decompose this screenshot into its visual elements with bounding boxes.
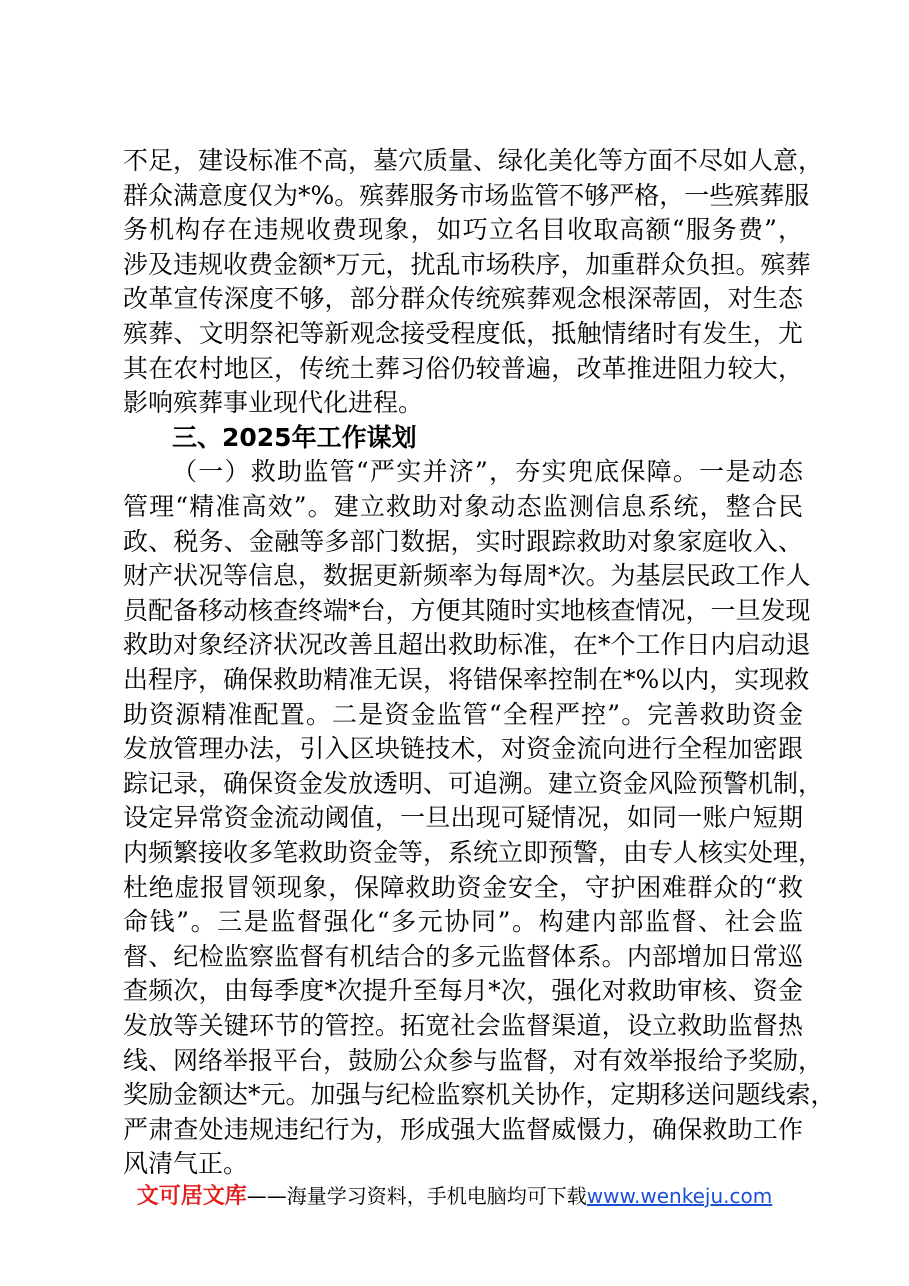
paragraph-line: 救助对象经济状况改善且超出救助标准，在*个工作日内启动退	[123, 630, 811, 660]
paragraph-line: 影响殡葬事业现代化进程。	[123, 388, 424, 418]
paragraph-line: 其在农村地区，传统土葬习俗仍较普遍，改革推进阻力较大，	[123, 353, 803, 383]
paragraph-line: 不足，建设标准不高，墓穴质量、绿化美化等方面不尽如人意，	[123, 146, 824, 175]
paragraph-line: 设定异常资金流动阈值，一旦出现可疑情况，如同一账户短期	[123, 803, 803, 833]
paragraph-line: 助资源精准配置。二是资金监管“全程严控”。完善救助资金	[123, 699, 803, 729]
paragraph-line: 查频次，由每季度*次提升至每月*次，强化对救助审核、资金	[123, 976, 803, 1006]
paragraph-line: 踪记录，确保资金发放透明、可追溯。建立资金风险预警机制，	[123, 768, 824, 798]
paragraph-line: 发放等关键环节的管控。拓宽社会监督渠道，设立救助监督热	[123, 1011, 803, 1040]
paragraph-line: 严肃查处违规违纪行为，形成强大监督威慑力，确保救助工作	[123, 1114, 803, 1144]
footer-brand: 文可居文库	[136, 1184, 247, 1209]
paragraph-line: 财产状况等信息，数据更新频率为每周*次。为基层民政工作人	[123, 561, 811, 591]
paragraph-line: 内频繁接收多笔救助资金等，系统立即预警，由专人核实处理，	[123, 838, 824, 867]
footer-link[interactable]: www.wenkeju.com	[586, 1184, 773, 1208]
paragraph-line: 线、网络举报平台，鼓励公众参与监督，对有效举报给予奖励，	[123, 1045, 824, 1075]
paragraph-line: 群众满意度仅为*%。殡葬服务市场监管不够严格，一些殡葬服	[123, 180, 810, 210]
section-heading: 三、2025年工作谋划	[172, 422, 417, 452]
paragraph-line: 出程序，确保救助精准无误，将错保率控制在*%以内，实现救	[123, 665, 810, 694]
paragraph-line: 员配备移动核查终端*台，方便其随时实地核查情况，一旦发现	[123, 595, 811, 625]
footer-banner	[0, 1176, 909, 1217]
paragraph-line: 杜绝虚报冒领现象，保障救助资金安全，守护困难群众的“救	[123, 872, 803, 902]
paragraph-line: 涉及违规收费金额*万元，扰乱市场秩序，加重群众负担。殡葬	[123, 249, 811, 279]
paragraph-line: （一）救助监管“严实并济”，夯实兜底保障。一是动态	[172, 457, 803, 487]
footer-tagline: ——海量学习资料，手机电脑均可下载	[246, 1184, 587, 1208]
paragraph-line: 奖励金额达*元。加强与纪检监察机关协作，定期移送问题线索，	[123, 1080, 836, 1110]
paragraph-line: 务机构存在违规收费现象，如巧立名目收取高额“服务费”，	[123, 215, 803, 245]
paragraph-line: 政、税务、金融等多部门数据，实时跟踪救助对象家庭收入、	[123, 526, 803, 556]
paragraph-line: 发放管理办法，引入区块链技术，对资金流向进行全程加密跟	[123, 734, 803, 764]
paragraph-line: 命钱”。三是监督强化“多元协同”。构建内部监督、社会监	[123, 907, 803, 937]
paragraph-line: 殡葬、文明祭祀等新观念接受程度低，抵触情绪时有发生，尤	[123, 319, 803, 348]
paragraph-line: 风清气正。	[123, 1149, 249, 1179]
paragraph-line: 改革宣传深度不够，部分群众传统殡葬观念根深蒂固，对生态	[123, 284, 803, 314]
paragraph-line: 督、纪检监察监督有机结合的多元监督体系。内部增加日常巡	[123, 941, 803, 971]
paragraph-line: 管理“精准高效”。建立救助对象动态监测信息系统，整合民	[123, 492, 803, 521]
